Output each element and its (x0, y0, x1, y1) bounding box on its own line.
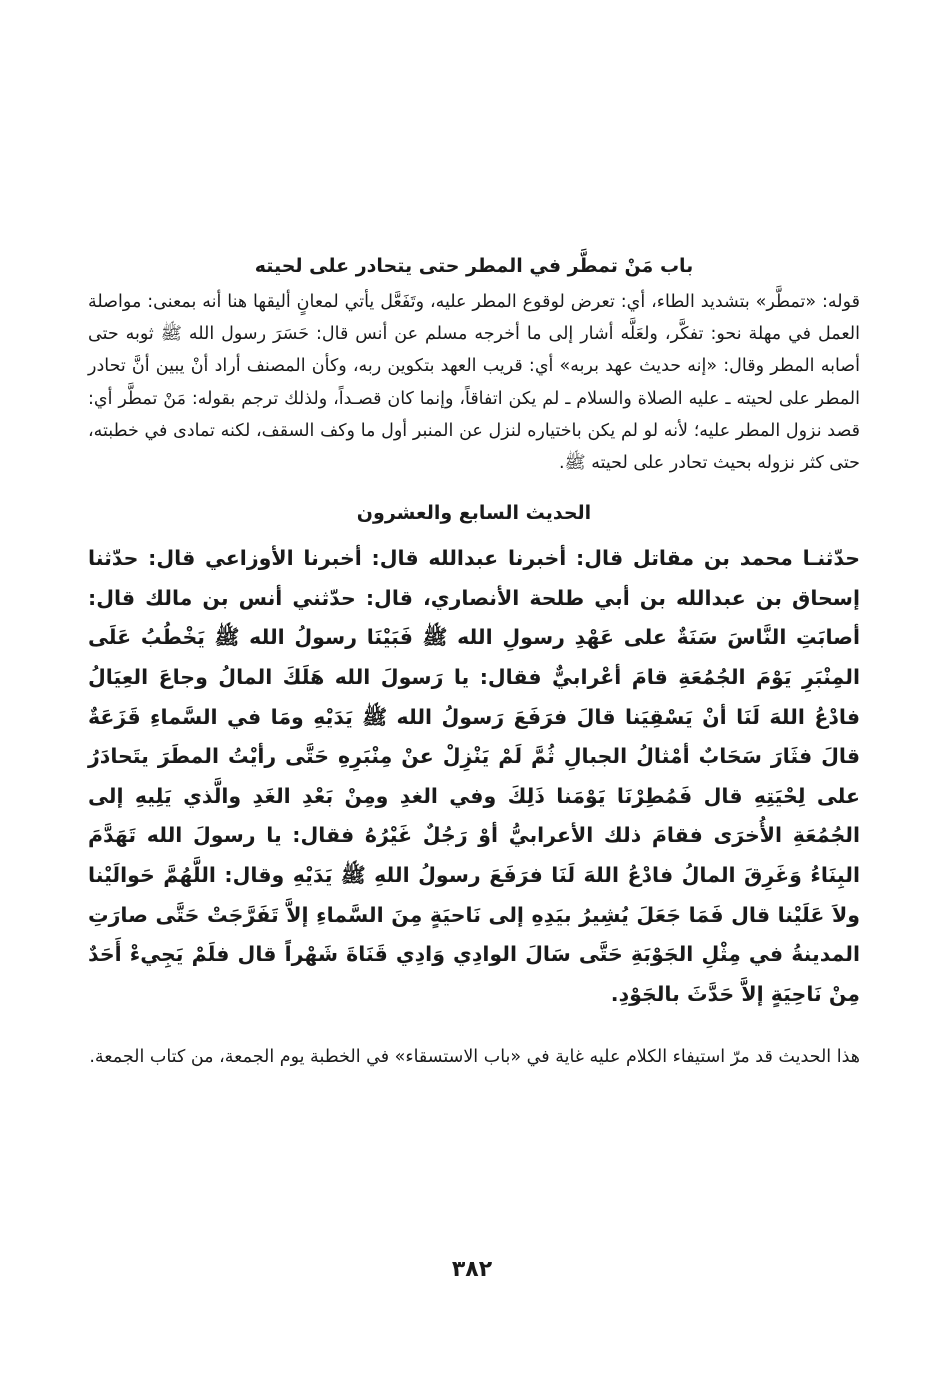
hadith-title: الحديث السابع والعشرون (356, 502, 592, 525)
note-paragraph: هذا الحديث قد مرّ استيفاء الكلام عليه غاية في «باب الاستسقاء» في الخطبة يوم الجمعة، من كتاب الجمعة. (89, 1047, 860, 1068)
page-body (88, 250, 860, 1092)
page-number: ٣٨٢ (451, 1257, 493, 1282)
commentary-paragraph: قوله: «تمطَّر» بتشديد الطاء، أي: تعرض لوقوع المطر عليه، وتَفَعَّل يأتي لمعانٍ أليقها هنا أنه بمعنى: مواصلة العمل في مهلة نحو: تفكَّر، ولعَلَّه أشار إلى ما أخرجه مسلم عن أنس قال: حَسَرَ رسول الله ﷺ ثوبه حتى أصابه المطر وقال: «إنه حديث عهد بربه» أي: قريب العهد بتكوين ربه، وكأن المصنف أراد أنْ يبين أنَّ تحادر المطر على لحيته ـ عليه الصلاة والسلام ـ لم يكن اتفاقاً، وإنما كان قصـداً، ولذلك ترجم بقوله: مَنْ تمطَّر أي: قصد نزول المطر عليه؛ لأنه لو لم يكن باختياره لنزل عن المنبر أول ما وكف السقف، لكنه تمادى في خطبته، حتى كثر نزوله بحيث تحادر على لحيته ﷺ. (88, 292, 860, 474)
hadith-text: حدّثنـا محمد بن مقاتل قال: أخبرنا عبدالله قال: أخبرنا الأوزاعي قال: حدّثنا إسحاق بن عبدالله بن أبي طلحة الأنصاري، قال: حدّثني أنس بن مالك قال: أصابَتِ النَّاسَ سَنَةٌ على عَهْدِ رسولِ الله ﷺ فَبَيْنَا رسولُ الله ﷺ يَخْطُبُ عَلَى المِنْبَرِ يَوْمَ الجُمُعَةِ قامَ أعْرابيٌّ فقال: يا رَسولَ الله هَلَكَ المالُ وجاعَ العِيَالُ فادْعُ اللهَ لَنَا أنْ يَسْقِيَنا قالَ فرَفَعَ رَسولُ الله ﷺ يَدَيْهِ ومَا في السَّماءِ قَزَعَةٌ قالَ فثَارَ سَحَابٌ أمْثالُ الجبالِ ثُمَّ لَمْ يَنْزِلْ عنْ مِنْبَرِهِ حَتَّى رأيْتُ المطَرَ يتَحادَرُ على لِحْيَتِهِ قال فَمُطِرْنَا يَوْمَنا ذَلِكَ وفي الغدِ ومِنْ بَعْدِ الغَدِ والَّذي يَلِيهِ إلى الجُمُعَةِ الأُخرَى فقامَ ذلك الأعرابيُّ أوْ رَجُلٌ غَيْرُهُ فقال: يا رسولَ الله تَهَدَّمَ البِنَاءُ وَغَرِقَ المالُ فادْعُ اللهَ لَنَا فرَفَعَ رسولُ اللهِ ﷺ يَدَيْهِ وقال: اللَّهُمَّ حَوالَيْنا ولاَ عَلَيْنا قال فَمَا جَعَلَ يُشِيرُ بيَدِهِ إلى نَاحيَةٍ مِنَ السَّماءِ إلاَّ تَفَرَّجَتْ حَتَّى صارَتِ المدينةُ في مِثْلِ الجَوْبَةِ حَتَّى سَالَ الوادِي وَادِي قَنَاةَ شَهْراً قال فلَمْ يَجِيءْ أَحَدٌ مِنْ نَاحِيَةٍ إلاَّ حَدَّثَ بالجَوْدِ. (88, 546, 860, 1006)
chapter-title: باب مَنْ تمطَّر في المطر حتى يتحادر على لحيته (254, 255, 694, 277)
